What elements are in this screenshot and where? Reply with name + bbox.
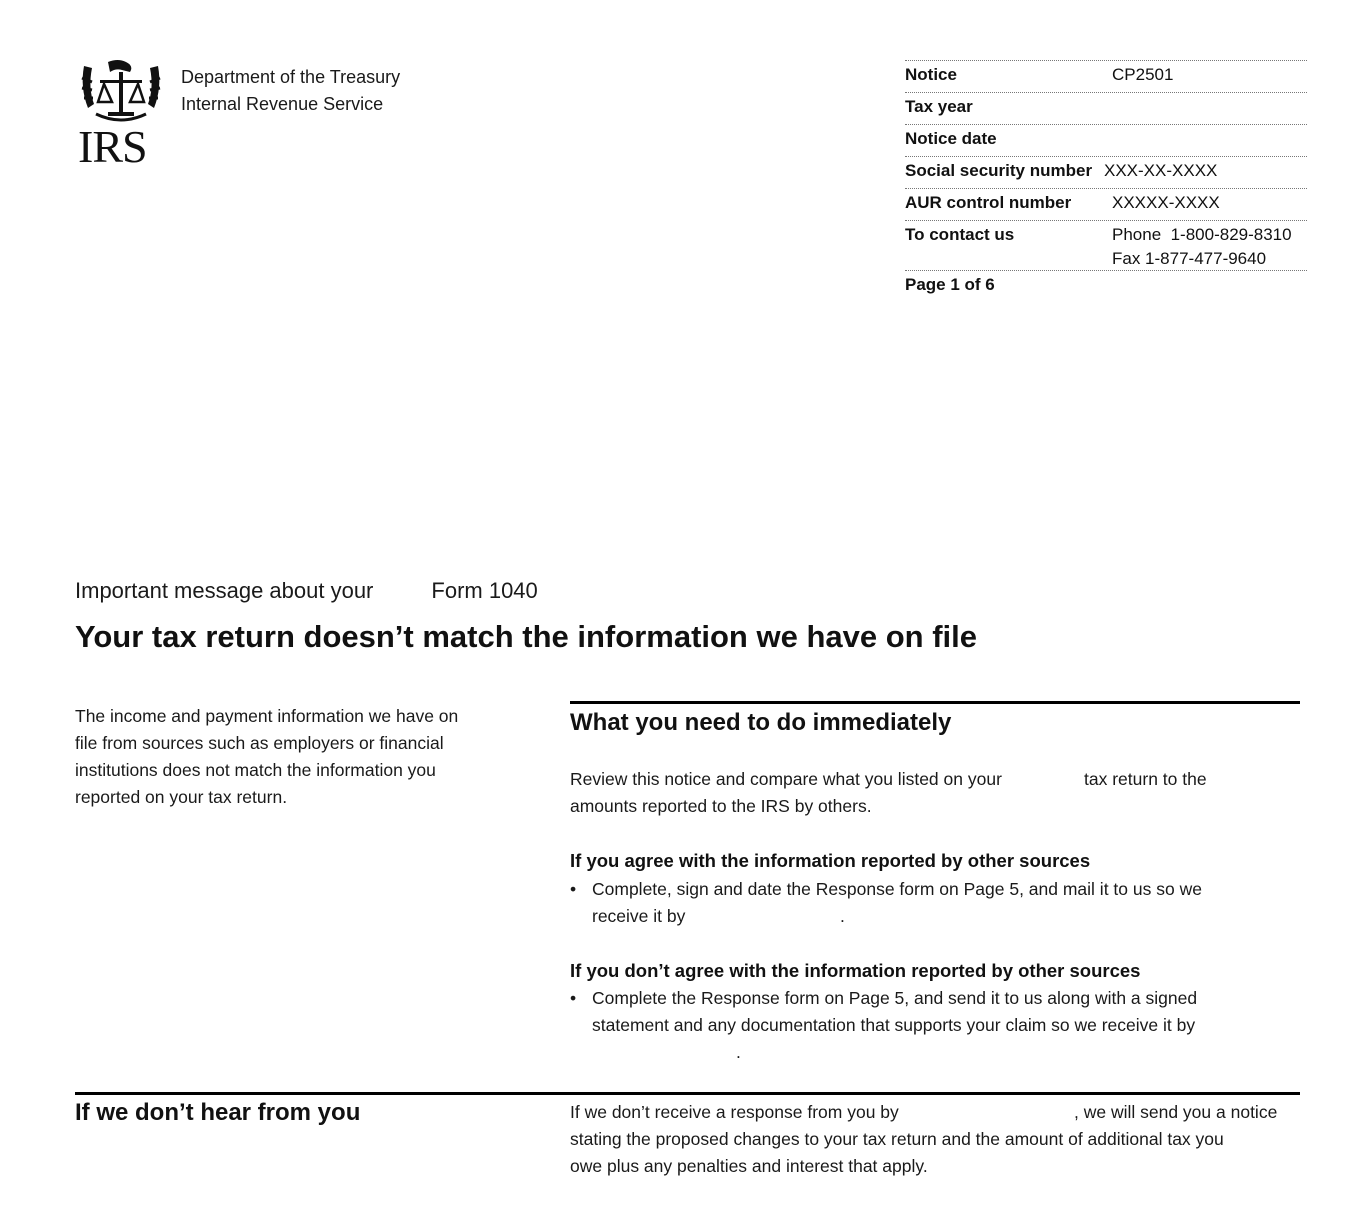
no-response-line-1-end: , we will send you a notice [1074, 1102, 1278, 1122]
disagree-period: . [736, 1042, 741, 1062]
important-message [75, 577, 538, 605]
form-name: Form 1040 [431, 578, 538, 603]
notice-value: CP2501 [1112, 65, 1174, 84]
review-line-2: amounts reported to the IRS by others. [570, 796, 872, 816]
tax-year-row [905, 92, 1307, 124]
no-response-line-3: owe plus any penalties and interest that apply. [570, 1156, 928, 1176]
department-name: Department of the Treasury [181, 67, 401, 87]
aur-label: AUR control number [905, 193, 1072, 212]
page-indicator: Page 1 of 6 [905, 275, 995, 294]
review-line-1-end: tax return to the [1084, 769, 1207, 789]
disagree-line-2: statement and any documentation that supports your claim so we receive it by [592, 1015, 1196, 1035]
review-instructions [570, 766, 1300, 820]
bullet-icon: • [570, 988, 577, 1008]
aur-value: XXXXX-XXXX [1112, 193, 1220, 212]
no-response-line-1-start: If we don’t receive a response from you by [570, 1102, 899, 1122]
aur-row [905, 188, 1307, 220]
page-title: Your tax return doesn’t match the information we have on file [75, 619, 977, 654]
section-divider [570, 701, 1300, 704]
agree-period: . [840, 906, 845, 926]
contact-row [905, 220, 1307, 271]
notice-date-label: Notice date [905, 129, 997, 148]
notice-info-table [905, 60, 1307, 295]
agree-line-2: receive it by [592, 906, 686, 926]
notice-date-row [905, 124, 1307, 156]
fax-number: Fax 1-877-477-9640 [1112, 249, 1267, 268]
bullet-icon: • [570, 879, 577, 899]
service-name: Internal Revenue Service [181, 94, 384, 114]
agree-item [570, 876, 1300, 932]
no-response-line-2: stating the proposed changes to your tax return and the amount of additional tax you [570, 1129, 1224, 1149]
agree-line-1: Complete, sign and date the Response form on Page 5, and mail it to us so we [592, 879, 1202, 899]
agree-title: If you agree with the information reported by other sources [570, 850, 1091, 871]
irs-logo-text: IRS [78, 121, 147, 172]
irs-logo [78, 58, 164, 174]
section-divider-2 [75, 1092, 1300, 1095]
ssn-row [905, 156, 1307, 188]
notice-row [905, 60, 1307, 92]
disagree-line-1: Complete the Response form on Page 5, and send it to us along with a signed [592, 988, 1198, 1008]
tax-year-label: Tax year [905, 97, 973, 116]
contact-label: To contact us [905, 225, 1015, 244]
todo-title: What you need to do immediately [570, 709, 952, 736]
agency-name [181, 64, 400, 118]
disagree-item [570, 985, 1300, 1069]
ssn-value: XXX-XX-XXXX [1104, 161, 1218, 180]
contact-values [1112, 223, 1292, 271]
disagree-title: If you don’t agree with the information reported by other sources [570, 960, 1141, 981]
no-response-title: If we don’t hear from you [75, 1099, 361, 1126]
no-response-text [570, 1099, 1300, 1180]
notice-label: Notice [905, 65, 957, 84]
irs-eagle-icon [78, 58, 164, 124]
review-line-1: Review this notice and compare what you listed on your [570, 769, 1002, 789]
ssn-label: Social security number [905, 161, 1093, 180]
phone-number: Phone 1-800-829-8310 [1112, 225, 1292, 244]
important-message-text: Important message about your [75, 578, 374, 603]
mismatch-explanation: The income and payment information we have on file from sources such as employers or financial institutions does not match the information you reported on your tax return. [75, 706, 459, 807]
